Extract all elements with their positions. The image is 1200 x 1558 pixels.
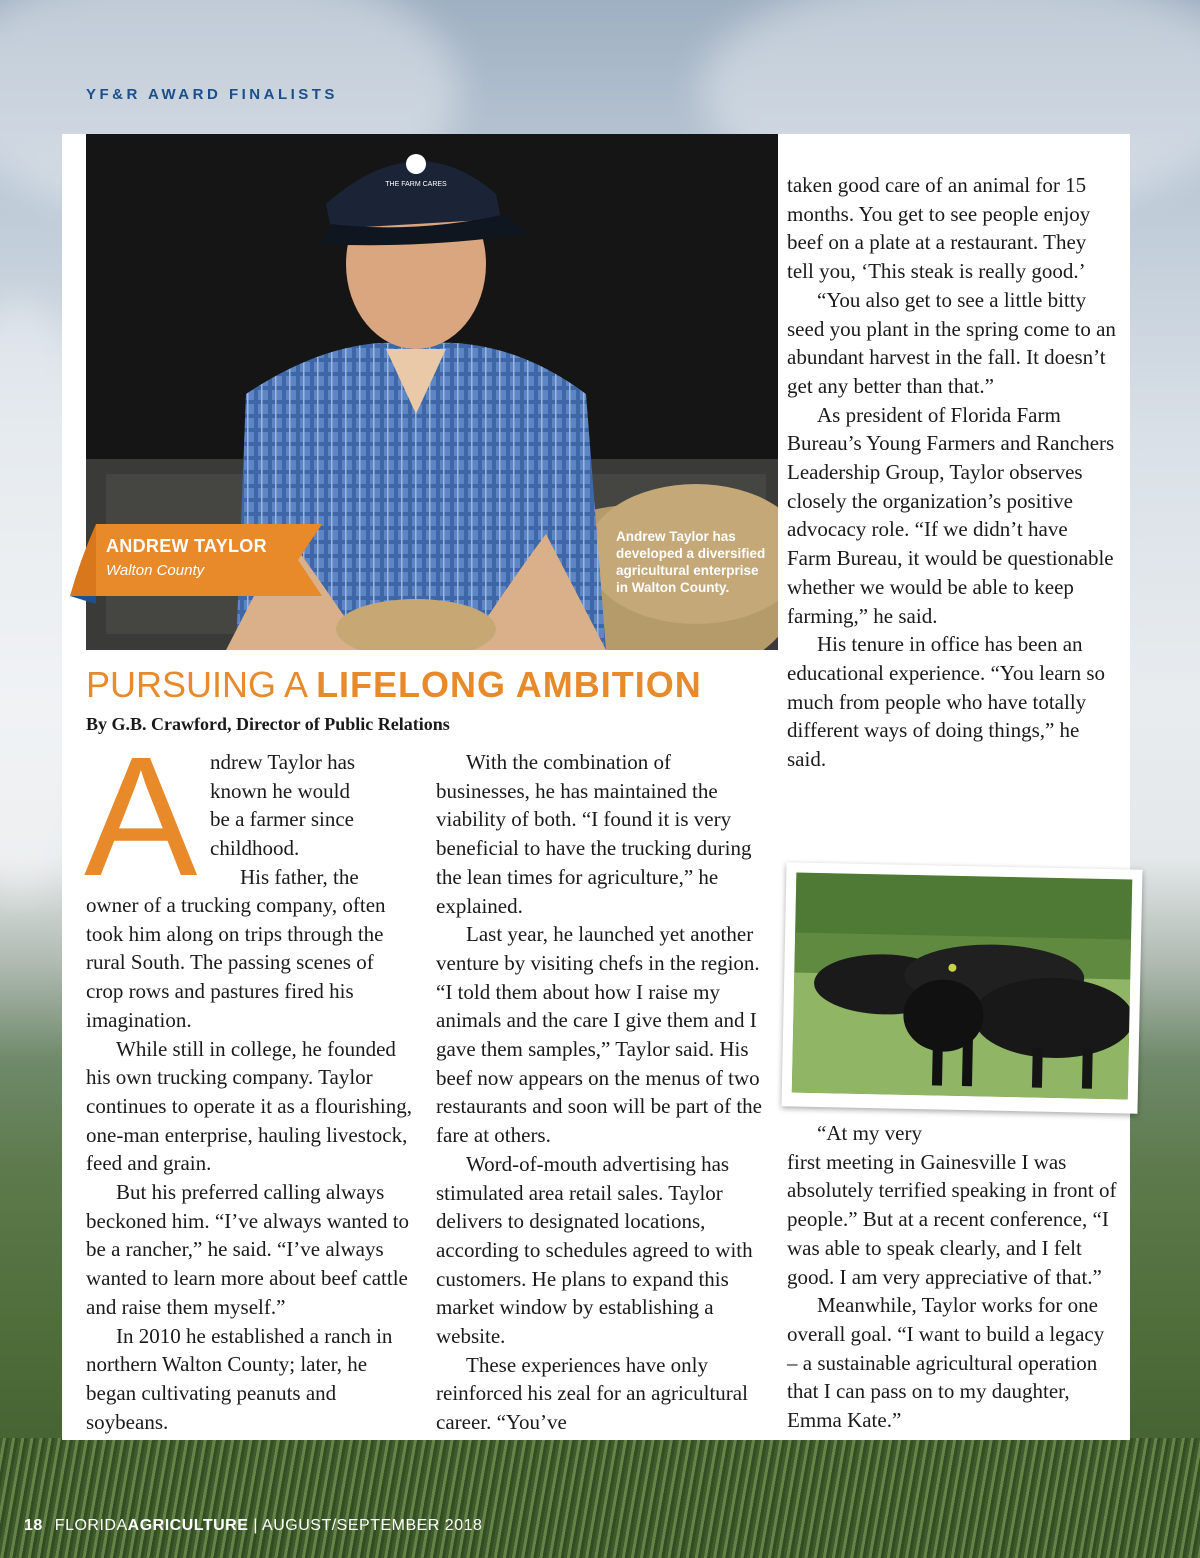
headline [86,664,702,706]
page-number: 18 [24,1517,43,1534]
paragraph: As president of Florida Farm Bureau’s Young Farmers and Ranchers Leadership Group, Taylor observes closely the organization’s positive advocacy role. “If we didn’t have Farm Bureau, it would be questionable whether we would be able to keep farming,” he said. [787,402,1115,628]
paragraph: Word-of-mouth advertising has stimulated area retail sales. Taylor delivers to designated locations, according to schedules agreed to with customers. He plans to expand this market window by establishing a website. [436,1151,753,1349]
paragraph: owner of a trucking company, often took him along on trips through the rural South. The passing scenes of crop rows and pastures fired his imagination. [86,893,386,1032]
section-label: YF&R AWARD FINALISTS [86,86,338,103]
profile-county: Walton County [106,562,205,579]
paragraph: “You also get to see a little bitty seed you plant in the spring come to an abundant harvest in the fall. It doesn’t get any better than that.” [787,287,1116,398]
profile-name: ANDREW TAYLOR [106,536,267,556]
dropcap-line: ndrew Taylor has [210,750,356,774]
paragraph: His tenure in office has been an educational experience. “You learn so much from people who have totally different ways of doing things,” he said. [787,632,1105,772]
dropcap-line: childhood. [210,836,300,861]
column-2 [436,748,766,1437]
headline-bold: LIFELONG AMBITION [316,664,702,705]
paragraph: first meeting in Gainesville I was absolutely terrified speaking in front of people.” But at a recent conference, “I was able to speak clearly, and I felt good. I am very appreciative of that.” [787,1149,1117,1289]
page-footer [24,1517,482,1535]
column-3-top [787,171,1117,774]
magazine-name-bold: AGRICULTURE [127,1517,249,1534]
dropcap-line: His father, the [240,864,359,889]
grass-foreground [0,1438,1200,1558]
column-1-dropcap-lines [210,748,410,892]
dropcap-line: be a farmer since [210,807,354,832]
paragraph: While still in college, he founded his own trucking company. Taylor continues to operate it as a flourishing, one-man enterprise, hauling livestock, feed and grain. [86,1036,413,1176]
magazine-name [55,1517,249,1534]
paragraph: But his preferred calling always beckoned him. “I’ve always wanted to be a rancher,” he said. “I’ve always wanted to learn more about beef cattle and raise them myself.” [86,1180,410,1319]
column-3-bottom [787,1119,1117,1435]
byline: By G.B. Crawford, Director of Public Relations [86,714,450,734]
magazine-name-light: FLORIDA [54,1517,128,1534]
cap-logo-text: THE FARM CARES [385,181,447,188]
paragraph: With the combination of businesses, he has maintained the viability of both. “I found it is very beneficial to have the trucking during the lean times for agriculture,” he explained. [436,750,752,918]
headline-light: PURSUING A [86,664,317,705]
name-ribbon [66,520,326,604]
photo-caption: Andrew Taylor has developed a diversified agricultural enterprise in Walton County. [616,529,766,595]
paragraph: Meanwhile, Taylor works for one overall goal. “I want to build a legacy – a sustainable agricultural operation that I can pass on to my daughter, Emma Kate.” [787,1293,1105,1433]
paragraph: Last year, he launched yet another venture by visiting chefs in the region. “I told them about how I raise my animals and the care I give them and I gave them samples,” Taylor said. His beef now appears on the menus of two restaurants and soon will be part of the fare at others. [436,922,762,1148]
paragraph: In 2010 he established a ranch in northern Walton County; later, he began cultivating peanuts and soybeans. [86,1323,393,1434]
dropcap-line: known he would [210,778,350,803]
drop-cap: A [84,722,198,912]
column-1 [86,891,416,1436]
paragraph: taken good care of an animal for 15 months. You get to see people enjoy beef on a plate at a restaurant. They tell you, ‘This steak is really good.’ [787,173,1091,284]
paragraph-lead: “At my very [817,1121,922,1145]
cattle-photo [781,862,1142,1113]
paragraph: These experiences have only reinforced his zeal for an agricultural career. “You’ve [436,1352,748,1435]
issue-date: | AUGUST/SEPTEMBER 2018 [248,1517,483,1534]
